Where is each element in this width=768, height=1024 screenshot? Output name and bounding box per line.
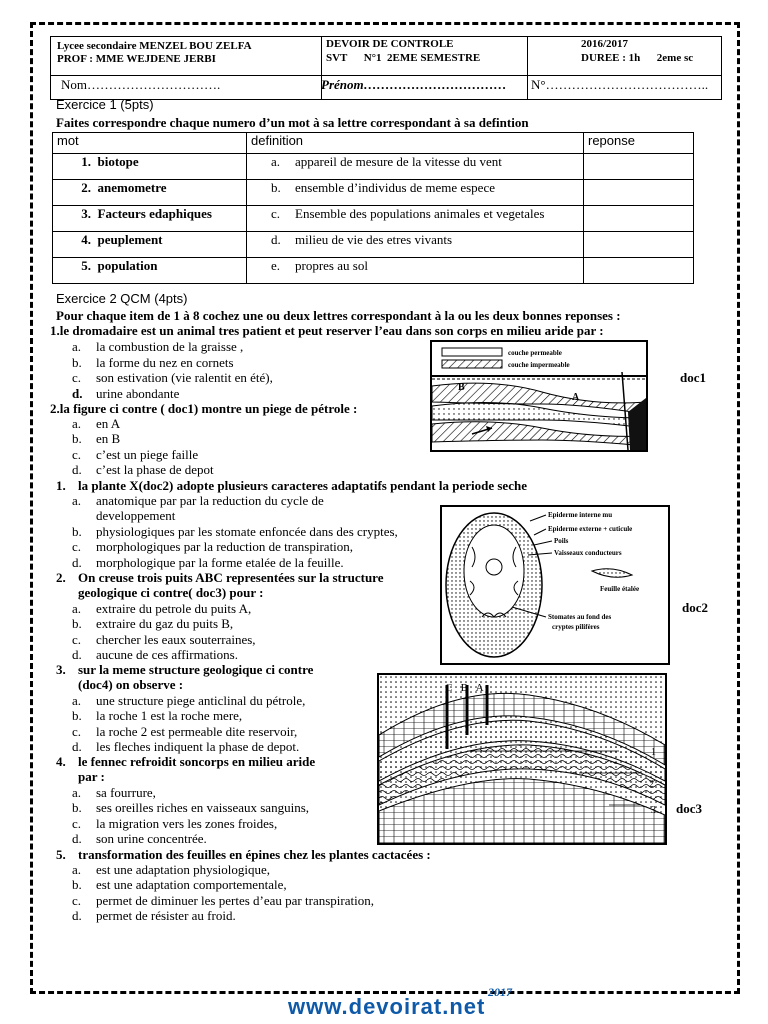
prof-name: PROF : MME WEJDENE JERBI bbox=[57, 53, 216, 65]
doc1-drawing bbox=[432, 342, 646, 450]
ex1-instruction: Faites correspondre chaque numero d’un mot à sa lettre correspondant à sa defintion bbox=[56, 115, 529, 130]
q3-option-d[interactable]: d. morphologique par la forme etalée de la feuille. bbox=[72, 555, 344, 570]
doc2-drawing bbox=[442, 507, 668, 663]
answer-cell[interactable] bbox=[584, 206, 694, 232]
q5-option-c[interactable]: c. la roche 2 est permeable dite reservoir, bbox=[72, 724, 298, 739]
ex2-instruction: Pour chaque item de 1 à 8 cochez une ou deux lettres correspondant à la ou les deux bonnes reponses : bbox=[56, 308, 621, 323]
devoir-title: DEVOIR DE CONTROLE bbox=[326, 38, 454, 50]
ex2-title: Exercice 2 QCM (4pts) bbox=[56, 291, 188, 306]
doc1-figure bbox=[430, 340, 648, 452]
q3-option-a[interactable]: a. anatomique par par la reduction du cycle de bbox=[72, 493, 324, 508]
row-def: appareil de mesure de la vitesse du vent bbox=[295, 154, 502, 169]
row-letter: a. bbox=[271, 154, 281, 169]
doc2-label: doc2 bbox=[682, 600, 708, 615]
doc1-legend1: couche permeable bbox=[508, 349, 562, 357]
col-reponse: reponse bbox=[584, 133, 694, 154]
table-row bbox=[53, 154, 694, 180]
site-watermark[interactable]: www.devoirat.net bbox=[288, 994, 486, 1019]
row-letter: e. bbox=[271, 258, 281, 273]
doc2-label-3: Poils bbox=[554, 537, 569, 545]
row-num: 5. bbox=[81, 258, 91, 273]
doc2-label-4: Vaisseaux conducteurs bbox=[554, 549, 622, 557]
q7-option-a[interactable]: a. est une adaptation physiologique, bbox=[72, 862, 271, 877]
col-mot: mot bbox=[53, 133, 247, 154]
doc2-label-7: cryptes pilifères bbox=[552, 623, 600, 631]
row-mot: Facteurs edaphiques bbox=[97, 206, 212, 221]
q5-text-cont: (doc4) on observe : bbox=[78, 677, 184, 692]
q1-text: 1.le dromadaire est un animal tres patient et peut reserver l’eau dans son corps en milieu aride par : bbox=[50, 323, 604, 338]
col-definition: definition bbox=[247, 133, 584, 154]
q1-option-b[interactable]: b. la forme du nez en cornets bbox=[72, 355, 234, 370]
q5-option-b[interactable]: b. la roche 1 est la roche mere, bbox=[72, 708, 243, 723]
q2-option-c[interactable]: c. c’est un piege faille bbox=[72, 447, 199, 462]
doc3-layer-3: 3 bbox=[651, 805, 656, 816]
doc2-figure bbox=[440, 505, 670, 665]
q6-option-d[interactable]: d. son urine concentrée. bbox=[72, 831, 207, 846]
doc2-label-2: Epiderme externe + cuticule bbox=[548, 525, 633, 533]
q1-option-a[interactable]: a. la combustion de la graisse , bbox=[72, 339, 244, 354]
q2-option-a[interactable]: a. en A bbox=[72, 416, 121, 431]
row-mot: biotope bbox=[97, 154, 139, 169]
doc2-label-6: Stomates au fond des bbox=[548, 613, 612, 621]
doc1-legend2: couche impermeable bbox=[508, 361, 570, 369]
row-num: 4. bbox=[81, 232, 91, 247]
q3-option-b[interactable]: b. physiologiques par les stomate enfoncée dans des cryptes, bbox=[72, 524, 398, 539]
q6-option-a[interactable]: a. sa fourrure, bbox=[72, 785, 156, 800]
svt-info: SVT N°1 2EME SEMESTRE bbox=[326, 52, 481, 64]
q6-option-c[interactable]: c. la migration vers les zones froides, bbox=[72, 816, 278, 831]
q3-option-c[interactable]: c. morphologiques par la reduction de transpiration, bbox=[72, 539, 354, 554]
doc3-layer-2: 2 bbox=[649, 779, 654, 790]
table-row bbox=[53, 206, 694, 232]
doc2-label-1: Epiderme interne mu bbox=[548, 511, 613, 519]
prenom-field[interactable]: Prénom…………………………… bbox=[321, 77, 507, 92]
q4-option-a[interactable]: a. extraire du petrole du puits A, bbox=[72, 601, 252, 616]
doc3-figure bbox=[377, 673, 667, 845]
q4-text: 2. On creuse trois puits ABC representées sur la structure bbox=[56, 570, 384, 585]
doc1-mark-b: B bbox=[458, 382, 465, 393]
doc3-label: doc3 bbox=[676, 801, 702, 816]
q4-option-b[interactable]: b. extraire du gaz du puits B, bbox=[72, 616, 234, 631]
nom-field[interactable]: Nom…………………………. bbox=[61, 77, 221, 92]
q6-text-cont: par : bbox=[78, 769, 105, 784]
q7-text: 5. transformation des feuilles en épines chez les plantes cactacées : bbox=[56, 847, 431, 862]
duration: DUREE : 1h 2eme sc bbox=[581, 52, 694, 64]
q4-text-cont: geologique ci contre( doc3) pour : bbox=[78, 585, 264, 600]
q7-option-b[interactable]: b. est une adaptation comportementale, bbox=[72, 877, 287, 892]
school-name: Lycee secondaire MENZEL BOU ZELFA bbox=[57, 40, 252, 52]
q6-option-b[interactable]: b. ses oreilles riches en vaisseaux sanguins, bbox=[72, 800, 310, 815]
doc3-drawing bbox=[379, 675, 665, 843]
q4-option-c[interactable]: c. chercher les eaux souterraines, bbox=[72, 632, 256, 647]
q7-option-d[interactable]: d. permet de résister au froid. bbox=[72, 908, 236, 923]
doc2-label-5: Feuille étalée bbox=[600, 585, 640, 593]
row-letter: b. bbox=[271, 180, 281, 195]
answer-cell[interactable] bbox=[584, 258, 694, 284]
ex1-title: Exercice 1 (5pts) bbox=[56, 97, 154, 112]
row-letter: c. bbox=[271, 206, 281, 221]
doc1-label: doc1 bbox=[680, 370, 706, 385]
answer-cell[interactable] bbox=[584, 232, 694, 258]
q6-text: 4. le fennec refroidit soncorps en milieu aride bbox=[56, 754, 316, 769]
q3-option-a-cont: developpement bbox=[96, 508, 176, 523]
school-year: 2016/2017 bbox=[581, 38, 629, 50]
answer-cell[interactable] bbox=[584, 180, 694, 206]
row-def: propres au sol bbox=[295, 258, 368, 273]
row-def: milieu de vie des etres vivants bbox=[295, 232, 453, 247]
numero-field[interactable]: N°……………………………….. bbox=[531, 77, 709, 92]
table-row bbox=[53, 180, 694, 206]
answer-cell[interactable] bbox=[584, 154, 694, 180]
doc3-wells: C B A bbox=[445, 682, 484, 694]
q5-text: 3. sur la meme structure geologique ci contre bbox=[56, 662, 314, 677]
doc1-mark-a: A bbox=[572, 392, 580, 403]
q1-option-c[interactable]: c. son estivation (vie ralentit en été), bbox=[72, 370, 273, 385]
row-num: 3. bbox=[81, 206, 91, 221]
q2-option-b[interactable]: b. en B bbox=[72, 431, 121, 446]
row-letter: d. bbox=[271, 232, 281, 247]
row-mot: population bbox=[97, 258, 158, 273]
row-mot: peuplement bbox=[97, 232, 163, 247]
row-def: ensemble d’individus de meme espece bbox=[295, 180, 495, 195]
q7-option-c[interactable]: c. permet de diminuer les pertes d’eau par transpiration, bbox=[72, 893, 374, 908]
table-row bbox=[53, 232, 694, 258]
table-header bbox=[53, 133, 694, 154]
watermark-year: 2017 bbox=[488, 985, 512, 999]
q2-text: 2.la figure ci contre ( doc1) montre un piege de pétrole : bbox=[50, 401, 358, 416]
row-mot: anemometre bbox=[97, 180, 167, 195]
row-num: 1. bbox=[81, 154, 91, 169]
doc3-layer-1: 1 bbox=[651, 747, 656, 758]
q1-option-d[interactable]: d. urine abondante bbox=[72, 386, 180, 401]
q3-text: 1. la plante X(doc2) adopte plusieurs caracteres adaptatifs pendant la periode seche bbox=[56, 478, 527, 493]
q4-option-d[interactable]: d. aucune de ces affirmations. bbox=[72, 647, 238, 662]
q2-option-d[interactable]: d. c’est la phase de depot bbox=[72, 462, 214, 477]
row-num: 2. bbox=[81, 180, 91, 195]
matching-table bbox=[52, 132, 694, 284]
q5-option-d[interactable]: d. les fleches indiquent la phase de depot. bbox=[72, 739, 300, 754]
row-def: Ensemble des populations animales et vegetales bbox=[295, 206, 545, 221]
table-row bbox=[53, 258, 694, 284]
header-box bbox=[50, 36, 722, 100]
q5-option-a[interactable]: a. une structure piege anticlinal du pétrole, bbox=[72, 693, 306, 708]
